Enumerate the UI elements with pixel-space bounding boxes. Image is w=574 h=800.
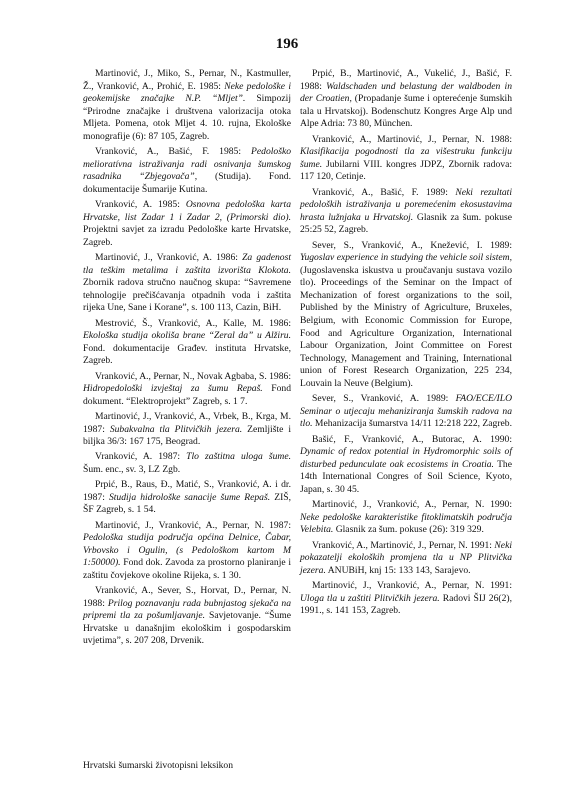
bibliography-entry [83,371,291,409]
entry-authors-year: Vranković, A., Martinović, J., Pernar, N. 1991: [312,539,495,551]
entry-source: Šum. enc., sv. 3, LZ Zgb. [83,463,181,475]
entry-title: Waldschaden und belastung der waldboden in der Croatien, [300,80,512,105]
entry-source: (Propadanje šume i opterećenje šumskih tala u Hrvatskoj). Bodenschutz Kongres Arge Alp und Alpe Adria: 73 80, München. [300,93,512,130]
entry-source: (Jugoslavenska iskustva u proučavanju sustava vozilo tlo). Proceedings of the Seminar on the Impact of Mechanization of forest organizations to the soil, Published by the Ministry of Agriculture, Bruxeles, Belgium, with Economic Commission for Europe, Food and Agriculture Organization, International Labour Organization, Joint Committee on Forest Technology, Management and Training, International union of Forest Research Organization, 225 234, Louvain la Neuve (Belgium). [300,264,512,390]
entry-authors-year: Martinović, J., Vranković, A., Pernar, N. 1990: [312,499,512,511]
entry-authors-year: Vranković, A. 1987: [95,451,187,463]
entry-authors-year: Sever, S., Vranković, A., Knežević, I. 1989: [312,239,512,251]
entry-authors-year: Martinović, J., Miko, S., Pernar, N., Kastmuller, Ž., Vranković, A., Prohić, E. 1985: [83,68,291,92]
entry-source: Savjetovanje. “Šume Hrvatske u današnjim ekološkim i gospodarskim uvjetima”, s. 207 208, Drvenik. [83,610,292,647]
entry-title: Prilog poznavanju rada bubnjastog sjekača na pripremi tla za pošumljavanje. [83,597,291,622]
entry-source: ANUBiH, knj 15: 133 143, Sarajevo. [325,564,471,576]
page-number: 196 [275,36,299,52]
entry-title: FAO/ECE/ILO Seminar o utjecaju mehaniziranja šumskih radova na tlo. [300,393,512,430]
bibliography-entry [83,318,291,368]
bibliography-entry [300,134,512,184]
bibliography-entry [300,540,512,578]
entry-title: Hidropedološki izvještaj za šumu Repaš. [83,383,263,395]
bibliography-entry [300,240,512,391]
entry-title: Uloga tla u zaštiti Plitvičkih jezera. [300,592,440,604]
entry-authors-year: Mestrović, Š., Vranković, A., Kalle, M. 1986: [95,317,291,329]
bibliography-entry [300,68,512,131]
entry-title: Neke pedološke i geokemijske značajke N.P. “Mljet”. [83,80,291,105]
entry-authors-year: Martinović, J., Vranković, A., Pernar, N. 1987: [95,519,291,531]
entry-title: Studija hidrološke sanacije šume Repaš. [108,491,271,503]
bibliography-entry [83,199,291,249]
entry-title: Yugoslav experience in studying the vehicle soil sistem, [300,252,512,264]
entry-title: Dynamic of redox potential in Hydromorphic soils of disturbed pedunculate oak ecosistems in Croatia. [300,446,512,470]
entry-title: Neke pedološke karakteristike fitoklimatskih područja Velebita. [300,511,512,536]
entry-authors-year: Sever, S., Vranković, A. 1989: [312,393,456,405]
entry-title: Pedološka studija područja općina Delnice, Čabar, Vrbovsko i Ogulin, (s Pedološkom kartom M 1:50000). [83,532,291,569]
entry-authors-year: Martinović, J., Vranković, A. 1986: [95,252,243,264]
entry-source: (Studija). Fond. dokumentacije Šumarije Kutina. [83,171,291,195]
entry-source: The 14th International Congres of Soil Science, Kyoto, Japan, s. 30 45. [300,458,512,495]
bibliography-entry [300,393,512,431]
entry-authors-year: Bašić, F., Vranković, A., Butorac, A. 1990: [312,433,512,445]
bibliography-entry [83,451,291,476]
entry-authors-year: Vranković, A., Bašić, F. 1985: [95,146,252,158]
entry-authors-year: Vranković, A., Pernar, N., Novak Agbaba, S. 1986: [95,370,291,382]
entry-authors-year: Vranković, A., Sever, S., Horvat, D., Pernar, N. 1988: [83,585,291,609]
bibliography-entry [83,411,291,449]
entry-authors-year: Vranković, A. 1985: [95,199,186,211]
entry-authors-year: Prpić, B., Martinović, A., Vukelić, J., Bašić, F. 1988: [300,68,512,92]
entry-authors-year: Vranković, A., Bašić, F. 1989: [312,186,456,198]
entry-title: Za gadenost tla teškim metalima i zaštita izvorišta Klokota. [83,252,291,276]
entry-source: Fond dokument. “Elektroprojekt” Zagreb, s. 1 7. [83,383,292,407]
entry-title: Tlo zaštitna uloga šume. [186,451,291,463]
entry-authors-year: Martinović, J., Vranković, A., Pernar, N. 1991: [312,579,512,591]
right-column [300,68,512,620]
entry-source: Simpozij “Prirodne značajke i društvena valorizacija otoka Mljeta. Pomena, otok Mljet 4. 10. rujna, Ekološke monografije (6): 87 105, Zagreb. [83,93,291,142]
entry-source: Mehanizacija šumarstva 14/11 12:218 222, Zagreb. [312,418,512,430]
bibliography-entry [300,580,512,618]
bibliography-entry [83,68,291,144]
bibliography-entry [300,187,512,237]
left-column [83,68,291,651]
entry-title: Subakvalna tla Plitvičkih jezera. [109,423,243,435]
bibliography-entry [83,520,291,583]
bibliography-entry [83,585,291,648]
entry-source: Projektni savjet za izradu Pedološke karte Hrvatske, Zagreb. [83,224,291,248]
entry-authors-year: Vranković, A., Martinović, J., Pernar, N. 1988: [312,133,512,145]
entry-source: Jubilarni VIII. kongres JDPZ, Zbornik radova: 117 120, Cetinje. [300,158,512,183]
bibliography-entry [83,479,291,517]
entry-source: Zemljište i biljka 36/3: 167 175, Beograd. [83,423,291,448]
entry-title: Ekološka studija okoliša brane “Zeral da” u Alžiru. [83,330,291,342]
bibliography-entry [300,434,512,497]
entry-title: Neki pokazatelji ekoloških promjena tla u NP Plitvička jezera. [300,539,512,576]
entry-source: ZIŠ, ŠF Zagreb, s. 1 54. [83,491,291,516]
entry-source: Zbornik radova stručno naučnog skupa: “Savremene tehnologije prečišćavanja otpadnih voda i zaštita rijeka Une, Sane i Korane”, s. 100 113, Cazin, BiH. [83,277,291,314]
bibliography-entry [83,252,291,315]
entry-authors-year: Prpić, B., Raus, Đ., Matić, S., Vranković, A. i dr. 1987: [83,479,291,503]
entry-title: Pedološko melioratívna istraživanja radi osnivanja šumskog rasadnika “Zbjegovača”, [83,146,291,183]
bibliography-entry [83,146,291,196]
entry-source: Fond. dokumentacije Građev. instituta Hrvatske, Zagreb. [83,342,291,367]
bibliography-entry [300,499,512,537]
entry-source: Radovi ŠIJ 26(2), 1991., s. 141 153, Zagreb. [300,592,512,617]
entry-title: Klasifikacija pogodnosti tla za višestruku funkciju šume. [300,146,512,170]
entry-source: Glasnik za šum. pokuse 25:25 52, Zagreb. [300,211,513,236]
entry-title: Osnovna pedološka karta Hrvatske, list Zadar 1 i Zadar 2, (Primorski dio). [83,199,291,223]
page-footer: Hrvatski šumarski životopisni leksikon [83,760,234,771]
entry-authors-year: Martinović, J., Vranković, A., Vrbek, B., Krga, M. 1987: [83,411,291,435]
entry-source: Glasnik za šum. pokuse (26): 319 329. [333,524,484,536]
entry-source: Fond dok. Zavoda za prostorno planiranje i zaštitu čovjekove okoline Rijeka, s. 1 30. [83,557,291,581]
entry-title: Neki rezultati pedoloških istraživanja u poremećenim ekosustavima hrasta lužnjaka u Hrvatskoj. [300,186,512,223]
